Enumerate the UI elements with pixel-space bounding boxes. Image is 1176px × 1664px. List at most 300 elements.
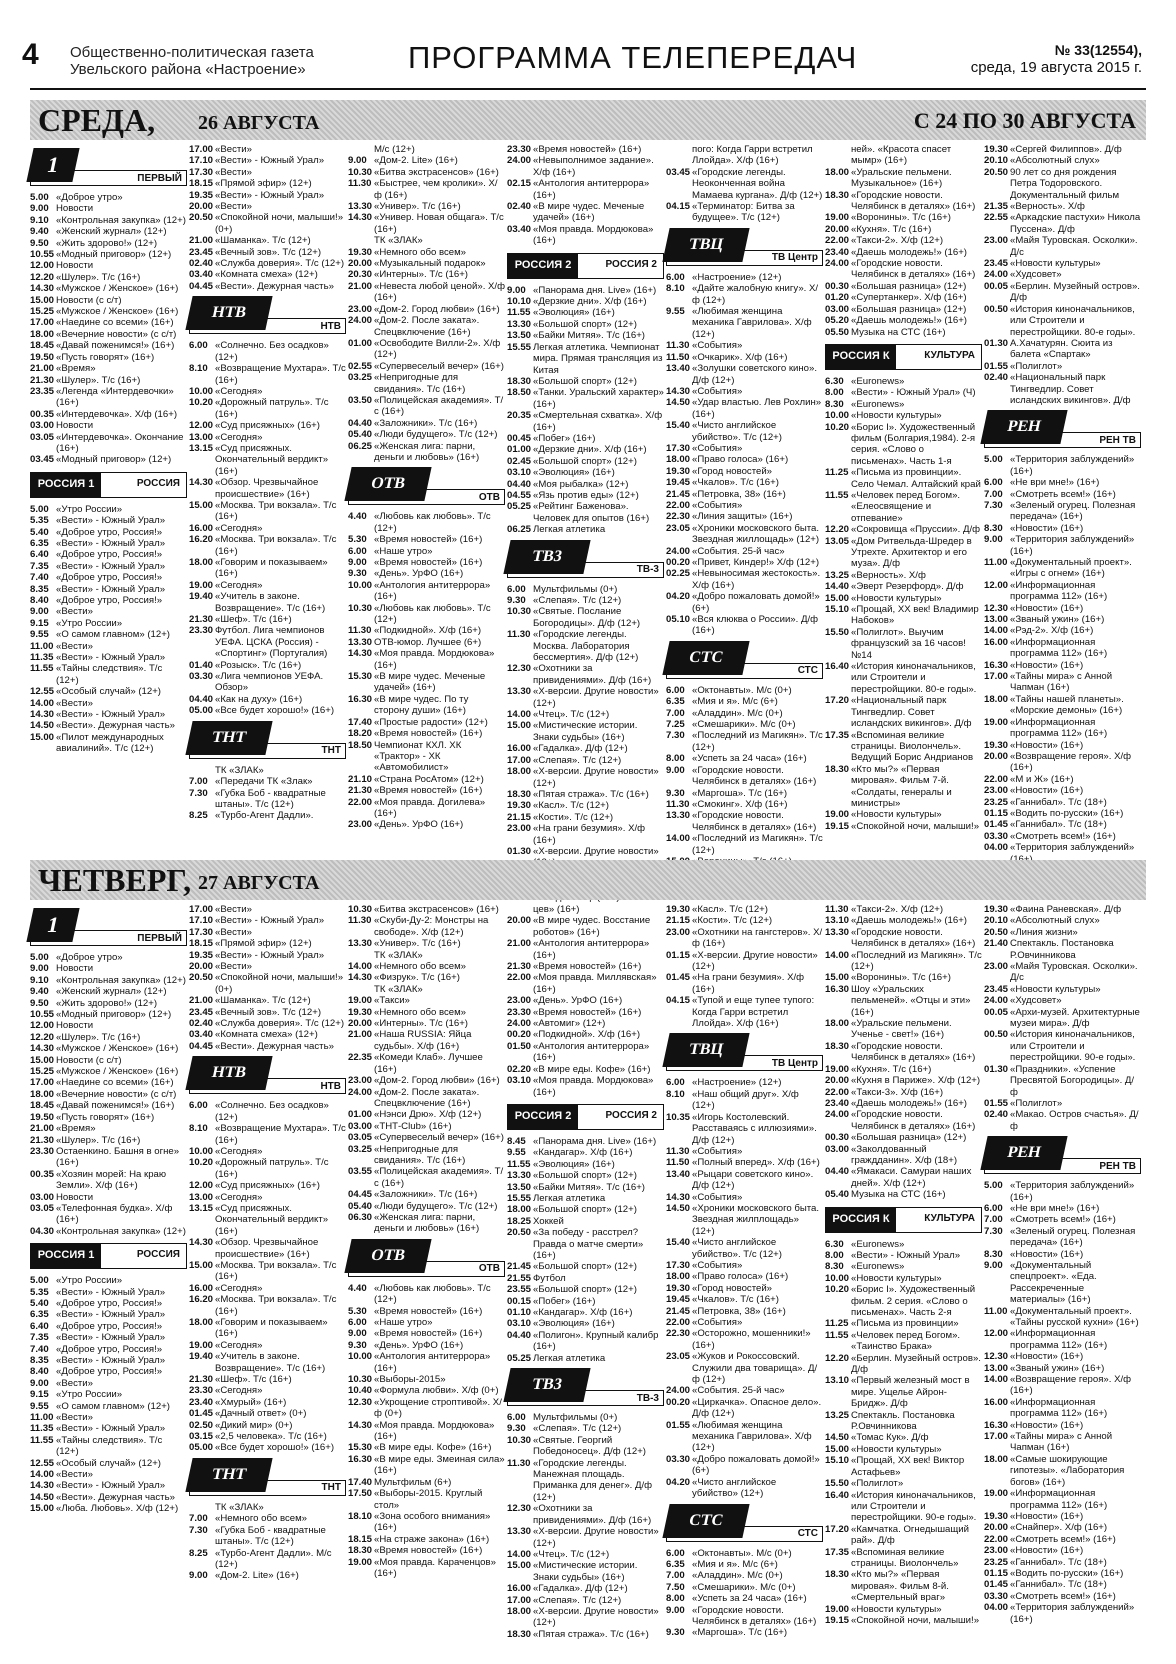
program-time: 9.30 xyxy=(507,595,526,606)
program-row xyxy=(825,1064,982,1075)
program-time: 13.50 xyxy=(507,1181,532,1193)
program-time: 7.50 xyxy=(666,1581,685,1593)
program-row xyxy=(507,663,664,686)
program-time: 00.05 xyxy=(984,280,1009,292)
program-row xyxy=(348,1385,505,1396)
program-time: 18.25 xyxy=(507,1215,532,1227)
channel-header xyxy=(666,1504,823,1542)
program-row xyxy=(666,685,823,696)
program-time: 10.30 xyxy=(507,606,532,618)
program-time: 18.45 xyxy=(30,1100,55,1112)
program-title: «Уральские пельмени. Музыкальное» (16+) xyxy=(851,166,952,190)
program-title: «Худсовет» xyxy=(1010,269,1062,281)
program-time: 19.15 xyxy=(825,1614,850,1626)
program-title: «Интердевочка». Окончание (16+) xyxy=(56,431,184,454)
program-time xyxy=(189,1502,215,1513)
schedule-column xyxy=(30,904,187,1652)
program-row xyxy=(666,810,823,833)
program-row xyxy=(30,549,187,560)
program-time: 19.00 xyxy=(189,1339,214,1351)
program-title: «Euronews» xyxy=(851,1238,905,1250)
program-title: «Вести» - Южный Урал» xyxy=(851,1249,961,1261)
program-row xyxy=(189,1513,346,1524)
program-row xyxy=(984,1602,1141,1625)
program-time: 11.25 xyxy=(825,467,849,479)
program-row xyxy=(984,167,1141,201)
program-time: 01.10 xyxy=(507,1307,532,1318)
program-row xyxy=(507,1064,664,1075)
program-row xyxy=(189,397,346,420)
program-row xyxy=(984,1511,1141,1522)
program-title: «Учитель в законе. Возвращение». Т/с (16+) xyxy=(215,591,326,614)
program-row xyxy=(507,1549,664,1560)
program-row xyxy=(348,625,505,636)
program-row xyxy=(984,258,1141,269)
program-row xyxy=(189,247,346,258)
program-row xyxy=(189,927,346,938)
program-time: 23.00 xyxy=(666,926,691,938)
program-title: «Такси-2». Х/ф (12+) xyxy=(851,235,944,247)
program-row xyxy=(348,603,505,626)
program-row xyxy=(348,1144,505,1167)
program-row xyxy=(30,317,187,328)
program-time: 9.00 xyxy=(984,534,1003,546)
program-title: «Наша RUSSIA: Яйца судьбы». Х/ф (16+) xyxy=(374,1029,472,1052)
program-time: 22.00 xyxy=(825,1086,850,1098)
page-header xyxy=(0,0,1176,88)
program-row xyxy=(825,1132,982,1143)
program-row xyxy=(984,557,1141,580)
program-time: 13.05 xyxy=(825,535,850,547)
program-title: «Сегодня» xyxy=(215,1385,263,1397)
program-time: 03.15 xyxy=(189,1431,214,1443)
program-title: «В мире еды. Змеиная сила» (16+) xyxy=(374,1453,505,1477)
program-row xyxy=(666,708,823,719)
program-title: «Даешь молодежь!» (16+) xyxy=(851,1097,967,1109)
program-time: 01.00 xyxy=(348,337,373,349)
program-row xyxy=(30,986,187,997)
program-row xyxy=(507,144,664,155)
program-title: «Вся клюква о России». Д/ф (16+) xyxy=(692,614,819,637)
program-time: 01.40 xyxy=(189,659,214,671)
program-row xyxy=(666,1397,823,1420)
program-row xyxy=(984,819,1141,830)
program-title: «Настроение» (12+) xyxy=(692,1077,782,1089)
program-row xyxy=(348,961,505,972)
program-row xyxy=(30,1355,187,1366)
program-row xyxy=(189,810,346,821)
program-time: 6.40 xyxy=(30,549,49,561)
program-title: «Время новостей» (16+) xyxy=(533,961,642,973)
program-title: «Вести» xyxy=(215,926,252,938)
program-time: 9.00 xyxy=(30,1377,49,1389)
program-title: «Информационная программа 112» (16+) xyxy=(1010,636,1108,660)
program-time: 10.55 xyxy=(30,1009,55,1021)
program-title: «Вести». Дежурная часть» xyxy=(56,1491,175,1503)
program-time: 18.00 xyxy=(507,1605,532,1617)
program-title: «Время новостей» (16+) xyxy=(374,534,483,546)
program-time: 04.00 xyxy=(984,842,1009,854)
program-time: 5.35 xyxy=(30,1286,49,1298)
program-title: «Абсолютный слух» xyxy=(1010,915,1100,927)
channel-logo-icon: ТНТ xyxy=(185,1458,272,1492)
day-date: 26 АВГУСТА xyxy=(198,112,320,134)
program-title: ТК «ЗЛАК» xyxy=(374,949,423,961)
program-title: «Слепая». Т/с (12+) xyxy=(533,595,622,606)
program-title: «Последний из Магикян». Т/с (12+) xyxy=(851,949,982,973)
program-title: «Доброе утро, Россия!» xyxy=(56,526,163,538)
program-time: 19.00 xyxy=(348,1556,373,1568)
schedule-column xyxy=(189,904,346,1652)
program-time: 17.30 xyxy=(189,166,214,178)
program-time xyxy=(348,950,374,961)
program-row xyxy=(825,1041,982,1064)
program-row xyxy=(507,1007,664,1018)
program-row xyxy=(984,1328,1141,1351)
program-title: «Майя Туровская. Осколки». Д/с xyxy=(1010,235,1138,258)
program-title: «Званый ужин» (16+) xyxy=(1010,1362,1105,1374)
program-title: «Euronews» xyxy=(851,375,905,387)
program-row xyxy=(507,938,664,961)
program-title: «События» xyxy=(692,1259,743,1271)
program-title: «Большой спорт» (12+) xyxy=(533,1261,637,1273)
program-title: «Эволюция» (16+) xyxy=(533,467,615,479)
program-time: 21.55 xyxy=(507,1272,532,1284)
program-row xyxy=(348,1328,505,1339)
program-title: «Сегодня» xyxy=(215,1282,263,1294)
program-row xyxy=(666,995,823,1029)
program-title: «Заложники». Т/с (16+) xyxy=(374,1189,478,1201)
program-time: 16.00 xyxy=(189,1282,214,1294)
program-title: «Новости» (16+) xyxy=(1010,1545,1084,1557)
program-row xyxy=(507,755,664,766)
program-row xyxy=(189,1548,346,1571)
program-time: 11.00 xyxy=(30,1412,54,1424)
program-row xyxy=(666,788,823,799)
program-row xyxy=(825,1432,982,1443)
program-row xyxy=(825,524,982,535)
program-row xyxy=(507,1216,664,1227)
program-row xyxy=(507,490,664,501)
program-row xyxy=(507,1284,664,1295)
program-row xyxy=(984,808,1141,819)
program-title: «Солнечно. Без осадков» (12+) xyxy=(215,1100,329,1123)
channel-name: СТС xyxy=(797,665,818,677)
program-title: «Вести» - Южный Урал» xyxy=(56,1332,166,1344)
channel-logo-icon: РОССИЯ К xyxy=(826,1208,896,1232)
program-row xyxy=(30,226,187,237)
program-row xyxy=(507,479,664,490)
program-title: «Мужское / Женское» (16+) xyxy=(56,1043,179,1055)
program-time: 18.50 xyxy=(507,387,532,399)
program-title: «Моя правда. Мордюкова» (16+) xyxy=(533,1075,654,1098)
program-row xyxy=(30,1309,187,1320)
program-row xyxy=(666,557,823,568)
program-title: «Город новостей» xyxy=(692,1282,773,1294)
program-title: «Спокойной ночи, малыши!» xyxy=(851,1614,980,1626)
program-time: 05.00 xyxy=(189,705,214,717)
program-title: «Сергей Филиппов». Д/ф xyxy=(1010,144,1122,155)
program-time: 02.40 xyxy=(507,201,532,213)
channel-name: ТВ-3 xyxy=(636,564,659,576)
program-time: 11.25 xyxy=(825,1318,849,1330)
program-row xyxy=(30,420,187,431)
program-row xyxy=(30,709,187,720)
channel-name: ТВ Центр xyxy=(771,1058,818,1070)
program-time: 20.50 xyxy=(189,972,214,984)
program-time: 9.15 xyxy=(30,617,49,629)
program-row xyxy=(507,1075,664,1098)
program-title: «Вести» xyxy=(56,697,93,709)
program-row xyxy=(189,1203,346,1237)
program-title: «Наш общий друг». Х/ф (12+) xyxy=(692,1088,799,1112)
program-row xyxy=(30,1435,187,1458)
program-title: «Укрощение строптивой». Х/ф (0+) xyxy=(374,1396,502,1420)
program-row xyxy=(666,568,823,591)
program-row xyxy=(666,730,823,753)
program-time: 15.00 xyxy=(825,1443,850,1455)
program-row xyxy=(984,1029,1141,1063)
program-row xyxy=(507,584,664,595)
program-title: 90 лет со дня рождения Петра Тодоровского. Документальный фильм xyxy=(1010,166,1120,201)
program-title: «Городские легенды. Манежная площадь. Приманка для денег». Д/ф (12+) xyxy=(533,1457,653,1503)
program-time: 21.00 xyxy=(348,1029,373,1041)
program-title: «Новости» (16+) xyxy=(1010,1351,1084,1363)
program-title: «Слепая». Т/с (12+) xyxy=(533,754,622,766)
program-row xyxy=(30,1423,187,1434)
program-title: «Невыполнимое задание». Х/ф (16+) xyxy=(533,155,654,178)
schedule-column xyxy=(825,144,982,844)
program-row xyxy=(30,504,187,515)
program-title: Мультфильмы (0+) xyxy=(533,583,618,595)
program-title: «Наедине со всеми» (16+) xyxy=(56,317,174,329)
program-row xyxy=(189,212,346,235)
program-row xyxy=(348,1189,505,1200)
program-time: 7.25 xyxy=(666,719,685,731)
program-title: «Дом-2. Lite» (16+) xyxy=(374,155,458,167)
program-row xyxy=(30,1203,187,1226)
program-title: «Сегодня» xyxy=(215,522,263,534)
program-time: 17.40 xyxy=(348,716,373,728)
schedule-column xyxy=(348,144,505,844)
program-title: «Подкидной». Х/ф (16+) xyxy=(374,625,482,637)
program-time: 19.00 xyxy=(984,716,1009,728)
program-time: 10.30 xyxy=(507,1434,532,1446)
program-title: «Возвращение Мухтара». Т/с (16+) xyxy=(215,363,346,386)
program-title: «Чисто английское убийство» (12+) xyxy=(692,1476,777,1500)
program-row xyxy=(30,1009,187,1020)
program-title: «Рейтинг Баженова». Человек для опытов (16+) xyxy=(533,501,650,524)
program-row xyxy=(666,1593,823,1604)
program-row xyxy=(30,527,187,538)
program-time: 9.00 xyxy=(189,1570,208,1582)
program-row xyxy=(507,1193,664,1204)
program-title: «Освободите Вилли-2». Х/ф (12+) xyxy=(374,337,501,361)
program-time: 01.30 xyxy=(984,337,1009,349)
program-row xyxy=(825,247,982,258)
program-title: «Пусть говорят» (16+) xyxy=(56,351,155,363)
program-row xyxy=(189,972,346,995)
program-row xyxy=(984,155,1141,166)
program-time: 13.30 xyxy=(348,938,373,950)
program-row xyxy=(825,1284,982,1318)
program-row xyxy=(666,1192,823,1203)
program-time: 15.40 xyxy=(666,420,691,432)
channel-logo-icon: РЕН xyxy=(980,1136,1067,1170)
program-title: «Верность». Х/ф xyxy=(851,569,926,581)
program-title: «Пусть говорят» (16+) xyxy=(56,1111,155,1123)
program-title: «Национальный парк Тингведлир. Совет исландских викингов». Д/ф xyxy=(1010,372,1131,406)
program-time: 16.00 xyxy=(984,636,1009,648)
program-time: 05.10 xyxy=(666,614,691,626)
program-time: 14.30 xyxy=(348,972,373,984)
program-title: «Супервеселый вечер» (16+) xyxy=(374,1132,504,1144)
program-time: 14.00 xyxy=(507,1548,532,1560)
program-time: 7.00 xyxy=(189,776,208,788)
program-time: 18.45 xyxy=(30,340,55,352)
program-title: «Маргоша». Т/с (16+) xyxy=(692,1627,788,1639)
program-title: «Ганнибал». Т/с (18+) xyxy=(1010,796,1107,808)
program-row xyxy=(984,1226,1141,1249)
program-title: «Байки Митяя». Т/с (16+) xyxy=(533,330,646,342)
program-title: «Универ». Т/с (16+) xyxy=(374,201,461,213)
program-row xyxy=(348,1132,505,1143)
program-row xyxy=(348,1442,505,1453)
channel-header xyxy=(507,540,664,578)
program-title: «Вести» xyxy=(215,201,252,213)
program-title: «2,5 человека». Т/с (16+) xyxy=(215,1431,327,1443)
program-row xyxy=(984,500,1141,523)
program-time: 18.00 xyxy=(666,454,691,466)
program-title: «Городские легенды. Неоконченная война Мамаева кургана». Д/ф (12+) xyxy=(692,166,823,201)
program-title: «На грани безумия». Х/ф (16+) xyxy=(533,823,646,846)
program-row xyxy=(507,1503,664,1526)
program-title: «Дом-2. Город любви» (16+) xyxy=(374,1075,500,1087)
program-time: 13.30 xyxy=(348,636,373,648)
program-time: 18.20 xyxy=(348,728,373,740)
program-time: 23.00 xyxy=(507,995,532,1007)
program-title: «Губка Боб - квадратные штаны». Т/с (12+) xyxy=(215,1524,326,1548)
program-time: 6.00 xyxy=(348,545,367,557)
program-time: 9.00 xyxy=(30,963,49,975)
program-row xyxy=(189,938,346,949)
channel-header xyxy=(507,1104,664,1130)
program-title: «Москва. Три вокзала». Т/с (16+) xyxy=(215,534,337,557)
program-title: «Х-версии. Другие новости» (12+) xyxy=(533,1605,659,1629)
program-time: 01.00 xyxy=(348,1109,373,1121)
program-time: 00.20 xyxy=(507,1029,532,1041)
program-time: 03.00 xyxy=(825,1143,850,1155)
program-row xyxy=(984,927,1141,938)
program-title: «Даешь молодежь!» (16+) xyxy=(851,246,967,258)
program-row xyxy=(30,340,187,351)
program-time: 12.55 xyxy=(30,1457,55,1469)
program-row xyxy=(189,1570,346,1581)
program-time: 11.55 xyxy=(507,1158,531,1170)
program-row xyxy=(825,258,982,281)
program-title: Чемпионат КХЛ. ХК «Трактор» - ХК «Автомобилист» xyxy=(374,739,462,774)
program-time: 8.30 xyxy=(984,522,1003,534)
program-title: «Шаманка». Т/с (12+) xyxy=(215,995,311,1007)
program-row xyxy=(348,995,505,1006)
program-title: «Вести». Дежурная часть» xyxy=(215,280,334,292)
program-time: 18.00 xyxy=(30,328,55,340)
program-time: 13.25 xyxy=(825,569,850,581)
program-row xyxy=(30,1020,187,1031)
program-row xyxy=(30,1480,187,1491)
program-title: «Доброе утро, Россия!» xyxy=(56,1366,163,1378)
program-title: «Циркачка». Опасное дело». Д/ф (12+) xyxy=(692,1396,822,1420)
program-row xyxy=(666,466,823,477)
program-title: «Касл». Т/с (12+) xyxy=(692,904,768,915)
schedule-column xyxy=(825,904,982,1652)
program-row xyxy=(507,1041,664,1064)
program-title: «Святые. Георгий Победоносец». Д/ф (12+) xyxy=(533,1434,646,1458)
program-time: 15.00 xyxy=(30,731,55,743)
program-row xyxy=(348,797,505,820)
program-title: «Успеть за 24 часа» (16+) xyxy=(692,1593,807,1605)
program-title: «Euronews» xyxy=(851,398,905,410)
program-time: 12.00 xyxy=(984,579,1009,591)
program-row xyxy=(984,361,1141,372)
program-row xyxy=(348,1087,505,1110)
program-row xyxy=(984,212,1141,235)
program-time: 10.30 xyxy=(348,1374,373,1386)
program-row xyxy=(666,454,823,465)
program-time: 18.15 xyxy=(189,178,214,190)
program-title: «Женская лига: парни, деньги и любовь» (16+) xyxy=(374,440,480,463)
program-row xyxy=(984,1180,1141,1203)
program-time: 23.45 xyxy=(984,258,1009,270)
program-time: 15.25 xyxy=(30,306,55,318)
program-time: 10.20 xyxy=(825,421,850,433)
program-time: 7.30 xyxy=(984,499,1003,511)
program-row xyxy=(30,561,187,572)
program-row xyxy=(666,477,823,488)
program-title: «Не ври мне!» (16+) xyxy=(1010,477,1100,489)
program-title: «Снайпер». Х/ф (16+) xyxy=(1010,1522,1108,1534)
program-row xyxy=(507,1147,664,1158)
program-time: 03.30 xyxy=(666,1453,691,1465)
program-time: 17.30 xyxy=(666,1259,691,1271)
program-row xyxy=(984,1363,1141,1374)
program-time: 10.00 xyxy=(825,1272,850,1284)
program-time: 03.30 xyxy=(189,671,214,683)
program-title: «Вести» - Южный Урал» xyxy=(56,537,166,549)
program-row xyxy=(825,536,982,570)
program-title: «Время» xyxy=(56,1123,96,1135)
program-title: «Пилот международных авиалиний». Т/с (12+) xyxy=(56,731,164,755)
program-title: «Моя правда. Мордюкова» (16+) xyxy=(533,223,654,247)
program-row xyxy=(666,972,823,995)
program-row xyxy=(189,915,346,926)
program-row xyxy=(666,1077,823,1088)
program-row xyxy=(825,1478,982,1489)
program-time: 15.00 xyxy=(507,720,532,732)
program-time: 11.30 xyxy=(666,1145,690,1157)
program-row xyxy=(507,501,664,524)
program-title: «Сегодня» xyxy=(215,431,263,443)
program-time: 7.40 xyxy=(30,572,49,584)
program-row xyxy=(984,1488,1141,1511)
program-row xyxy=(984,304,1141,338)
program-title: пого: Когда Гарри встретил Ллойда». Х/ф (16+) xyxy=(692,144,813,167)
program-time: 16.00 xyxy=(507,1583,532,1595)
program-title: «День». УрФО (16+) xyxy=(533,995,623,1007)
program-time: 7.35 xyxy=(30,560,49,572)
program-time: 9.00 xyxy=(507,284,526,296)
program-time: 04.40 xyxy=(189,693,214,705)
